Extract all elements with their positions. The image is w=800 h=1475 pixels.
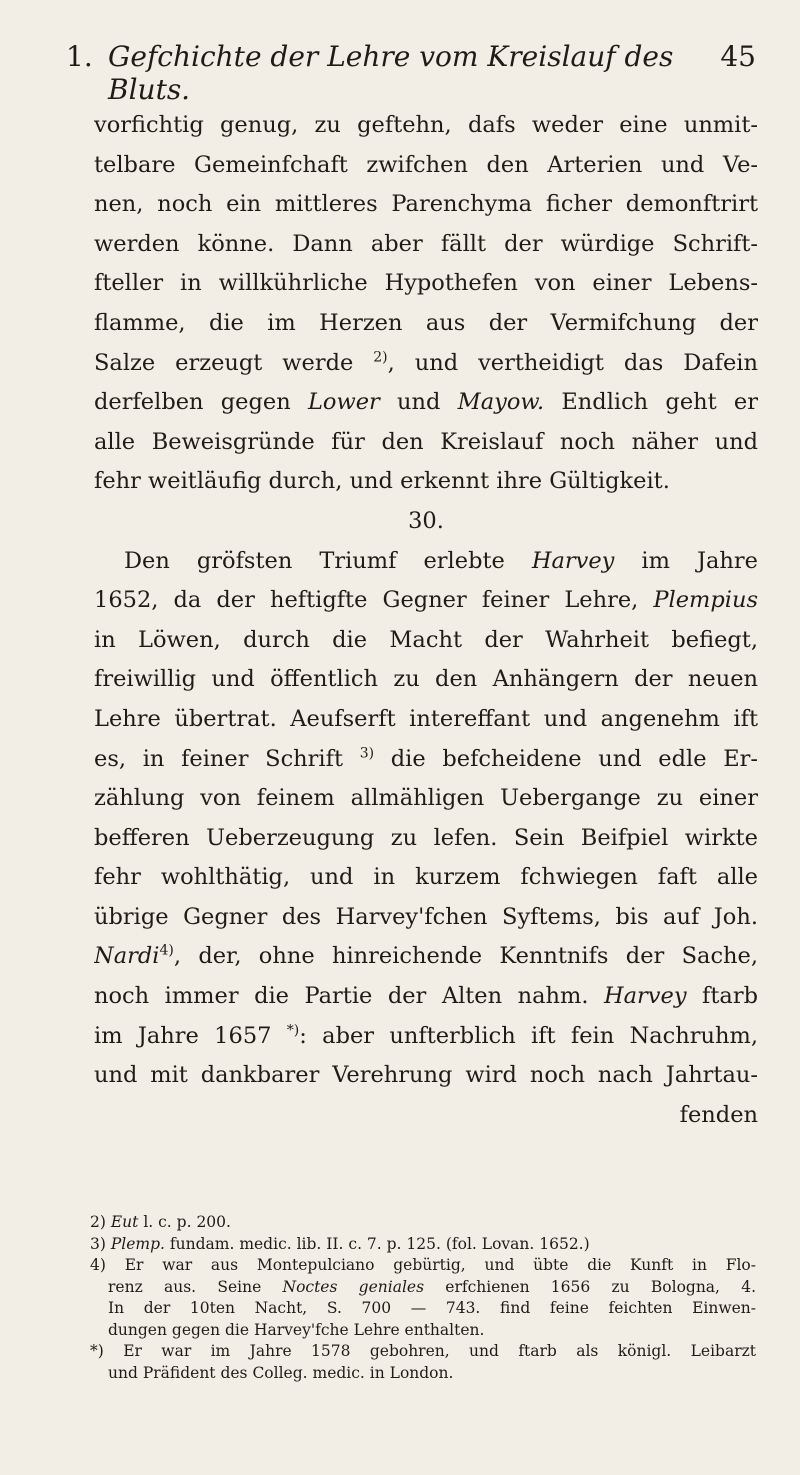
main-text — [94, 106, 758, 1135]
footnote-text: Er war aus Montepulciano gebürtig, und übte die Kunft in Flo- — [124, 1256, 756, 1274]
footnote-source: Eut — [110, 1213, 139, 1231]
text-run: im Jahre 1657 — [94, 1022, 287, 1049]
footnote-text: dungen gegen die Harvey'fche Lehre enthalten. — [108, 1320, 485, 1339]
chapter-number: 1. — [66, 40, 93, 73]
text-line — [94, 383, 758, 423]
footnote-book-title: Noctes geniales — [282, 1277, 425, 1296]
text-run: derfelben gegen — [94, 389, 308, 416]
text-run: Endlich geht er — [544, 389, 758, 416]
section-number: 30. — [408, 507, 444, 534]
text-line: und mit dankbarer Verehrung wird noch nach Jahrtau- — [94, 1062, 758, 1089]
text-line — [94, 1017, 758, 1057]
footnote-mark: 4) — [90, 1256, 106, 1274]
text-run: , der, ohne hinreichende Kenntnifs der Sache, — [173, 943, 758, 970]
footnote-line — [90, 1298, 756, 1320]
text-line: fehr wohlthätig, und in kurzem fchwiegen faft alle — [94, 864, 758, 891]
text-run: Salze erzeugt werde — [94, 349, 374, 376]
text-line: freiwillig und öffentlich zu den Anhängern der neuen — [94, 666, 758, 693]
footnote — [90, 1255, 756, 1277]
footnote-text: l. c. p. 200. — [138, 1213, 231, 1231]
text-line — [94, 581, 758, 621]
catchword: fenden — [679, 1101, 758, 1128]
text-run: ftarb — [686, 983, 758, 1010]
text-run: 1652, da der heftigfte Gegner feiner Lehre, — [94, 587, 654, 614]
running-header — [66, 40, 756, 106]
footnote-mark: 3) — [90, 1234, 106, 1253]
footnote-line — [90, 1363, 756, 1385]
text-line — [94, 937, 758, 977]
footnotes — [90, 1212, 756, 1384]
footnote-text: fundam. medic. lib. II. c. 7. p. 125. (fol. Lovan. 1652.) — [164, 1234, 590, 1253]
text-run: im Jahre — [614, 547, 758, 574]
text-line: Lehre übertrat. Aeufserft intereffant und angenehm ift — [94, 705, 758, 732]
footnote-text: erfchienen 1656 zu Bologna, 4. — [424, 1277, 756, 1296]
text-run: und — [379, 389, 458, 416]
text-run: , und vertheidigt das Dafein — [387, 349, 758, 376]
footnote-ref: 2) — [373, 349, 388, 366]
text-run: : aber unfterblich ift fein Nachruhm, — [299, 1022, 758, 1049]
text-line: zählung von feinem allmähligen Uebergange zu einer — [94, 785, 758, 812]
text-run: Den gröfsten Triumf erlebte — [124, 547, 532, 574]
footnote-text: In der 10ten Nacht, S. 700 — 743. find feine feichten Einwen- — [108, 1299, 756, 1317]
text-line: befferen Ueberzeugung zu lefen. Sein Beifpiel wirkte — [94, 824, 758, 851]
text-run: noch immer die Partie der Alten nahm. — [94, 983, 604, 1010]
text-line — [94, 542, 758, 582]
footnote-ref: 3) — [359, 745, 375, 761]
person-name: Harvey — [604, 983, 687, 1010]
footnote — [90, 1212, 756, 1234]
footnote — [90, 1341, 756, 1363]
footnote-mark: *) — [90, 1342, 104, 1360]
footnote-text: und Präfident des Colleg. medic. in London. — [108, 1363, 454, 1382]
person-name: Lower — [307, 389, 380, 416]
text-line: übrige Gegner des Harvey'fchen Syftems, bis auf Joh. — [94, 903, 758, 930]
text-line: alle Beweisgründe für den Kreislauf noch näher und — [94, 428, 758, 455]
footnote-source: Plemp. — [110, 1234, 165, 1253]
text-line: fteller in willkührliche Hypothefen von einer Lebens- — [94, 270, 758, 297]
person-name: Mayow. — [457, 389, 545, 416]
text-run: die befcheidene und edle Er- — [374, 745, 758, 772]
person-name: Plempius — [653, 587, 758, 614]
text-line: telbare Gemeinfchaft zwifchen den Arterien und Ve- — [94, 151, 758, 178]
text-line: fehr weitläufig durch, und erkennt ihre Gültigkeit. — [94, 468, 670, 495]
text-line: in Löwen, durch die Macht der Wahrheit befiegt, — [94, 626, 758, 653]
page-number: 45 — [720, 40, 756, 73]
running-title: Gefchichte der Lehre vom Kreislauf des Bluts. — [108, 40, 674, 106]
footnote-line — [90, 1277, 756, 1299]
footnote-text: Er war im Jahre 1578 gebohren, und ftarb als königl. Leibarzt — [123, 1342, 756, 1360]
text-line — [94, 977, 758, 1017]
footnote-mark: 2) — [90, 1213, 106, 1231]
footnote-line — [90, 1320, 756, 1342]
text-line: vorfichtig genug, zu geftehn, dafs weder eine unmit- — [94, 112, 758, 138]
person-name: Nardi — [94, 943, 160, 970]
footnote — [90, 1234, 756, 1256]
text-line: werden könne. Dann aber fällt der würdige Schrift- — [94, 230, 758, 257]
person-name: Harvey — [531, 547, 615, 574]
text-line: nen, noch ein mittleres Parenchyma ficher demonftrirt — [94, 191, 758, 218]
text-line — [94, 344, 758, 384]
footnote-text: renz aus. Seine — [108, 1277, 283, 1296]
text-line — [94, 740, 758, 780]
text-line: flamme, die im Herzen aus der Vermifchung der — [94, 309, 758, 336]
footnote-ref: *) — [286, 1022, 300, 1039]
footnote-ref: 4) — [159, 942, 174, 959]
text-run: es, in feiner Schrift — [94, 745, 360, 772]
